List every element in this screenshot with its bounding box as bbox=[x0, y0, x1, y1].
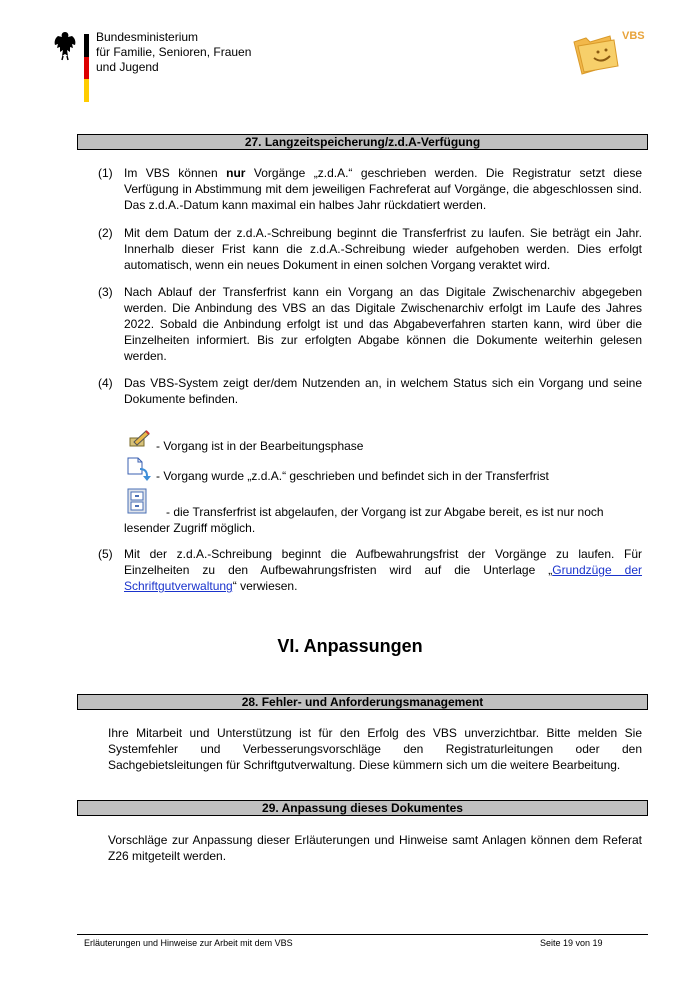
paragraph-3 bbox=[98, 284, 642, 364]
section-29-text: Vorschläge zur Anpassung dieser Erläuterungen und Hinweise samt Anlagen können dem Referat Z26 mitgeteilt werden. bbox=[108, 833, 642, 863]
ministry-name bbox=[96, 30, 251, 75]
german-flag-bar bbox=[84, 34, 89, 102]
paragraph-text-end: “ verwiesen. bbox=[232, 579, 298, 593]
paragraph-text-end: Vorgänge „z.d.A.“ geschrieben werden. Die Registratur setzt diese Verfügung in Abstimmung mit dem jeweiligen Fachreferat auf Vorgänge, die abgeschlossen sind. Das z.d.A.-Datum kann maximal ein halbes Jahr rückdatiert werden. bbox=[124, 166, 642, 212]
paragraph-5 bbox=[98, 546, 642, 594]
status-transfer-text: - Vorgang wurde „z.d.A.“ geschrieben und befindet sich in der Transferfrist bbox=[156, 469, 549, 483]
paragraph-text bbox=[124, 546, 642, 594]
status-archive-text-line2: lesender Zugriff möglich. bbox=[124, 521, 256, 535]
footer-divider bbox=[77, 934, 648, 935]
paragraph-text bbox=[124, 165, 642, 213]
flag-stripe-gold bbox=[84, 79, 89, 102]
paragraph-number: (5) bbox=[98, 547, 113, 561]
paragraph-text-start: Im VBS können bbox=[124, 166, 227, 180]
paragraph-text: Nach Ablauf der Transferfrist kann ein Vorgang an das Digitale Zwischenarchiv abgegeben werden. Die Anbindung des VBS an das Digitale Zwischenarchiv erfolgt im Laufe des Jahres 2022. Sobald die Anbindung erfolgt ist und das Abgabeverfahren starten kann, wird über die Einzelheiten informiert. Bis zur erfolgten Abgabe können die Dokumente weiterhin gelesen werden. bbox=[124, 285, 642, 363]
status-archive-text-line1: - die Transferfrist ist abgelaufen, der Vorgang ist zur Abgabe bereit, es ist nur noch bbox=[166, 505, 604, 519]
paragraph-text: Mit dem Datum der z.d.A.-Schreibung beginnt die Transferfrist zu laufen. Sie beträgt ein Jahr. Innerhalb dieser Frist kann die z.d.A.-Schreibung wieder aufgehoben werden. Dies erfolgt automatisch, wenn ein neues Dokument in einen solchen Vorgang veraktet wird. bbox=[124, 226, 642, 272]
section-29-heading: 29. Anpassung dieses Dokumentes bbox=[77, 800, 648, 816]
ministry-line: Bundesministerium bbox=[96, 30, 199, 44]
vbs-folder-logo-icon bbox=[570, 28, 626, 78]
federal-eagle-icon bbox=[52, 30, 78, 62]
schriftgutverwaltung-link[interactable]: Grundzüge der Schriftgutverwaltung bbox=[124, 563, 642, 593]
paragraph-1 bbox=[98, 165, 642, 213]
paragraph-number: (1) bbox=[98, 166, 113, 180]
status-editing-text: - Vorgang ist in der Bearbeitungsphase bbox=[156, 439, 364, 453]
section-27-heading: 27. Langzeitspeicherung/z.d.A-Verfügung bbox=[77, 134, 648, 150]
document-transfer-icon bbox=[126, 456, 152, 482]
ministry-line: für Familie, Senioren, Frauen bbox=[96, 45, 252, 59]
page-number: Seite 19 von 19 bbox=[540, 938, 603, 948]
flag-stripe-red bbox=[84, 57, 89, 80]
section-28-text: Ihre Mitarbeit und Unterstützung ist für den Erfolg des VBS unverzichtbar. Bitte melden Sie Systemfehler und Verbesserungsvorschläge den Registraturleitungen oder den Sachgebietsleitungen für Schriftgutverwaltung. Diese kümmern sich um die weitere Bearbeitung. bbox=[108, 726, 642, 772]
paragraph-text: Das VBS-System zeigt der/dem Nutzenden an, in welchem Status sich ein Vorgang und seine Dokumente befinden. bbox=[124, 376, 642, 406]
section-28-heading: 28. Fehler- und Anforderungsmanagement bbox=[77, 694, 648, 710]
flag-stripe-black bbox=[84, 34, 89, 57]
archive-cabinet-icon bbox=[126, 488, 148, 514]
paragraph-4 bbox=[98, 375, 642, 407]
ministry-line: und Jugend bbox=[96, 60, 159, 74]
paragraph-number: (4) bbox=[98, 376, 113, 390]
paragraph-text-start: Mit der z.d.A.-Schreibung beginnt die Aufbewahrungsfrist der Vorgänge zu laufen. Für Einzelheiten zu den Aufbewahrungsfristen wird auf die Unterlage „ bbox=[124, 547, 642, 577]
paragraph-number: (3) bbox=[98, 285, 113, 299]
edit-pencil-icon bbox=[128, 428, 152, 448]
footer-document-title: Erläuterungen und Hinweise zur Arbeit mit dem VBS bbox=[84, 938, 293, 948]
chapter-title: VI. Anpassungen bbox=[277, 636, 423, 656]
paragraph-2 bbox=[98, 225, 642, 273]
vbs-logo-text: VBS bbox=[622, 30, 645, 42]
paragraph-number: (2) bbox=[98, 226, 113, 240]
bold-emphasis: nur bbox=[226, 166, 246, 180]
